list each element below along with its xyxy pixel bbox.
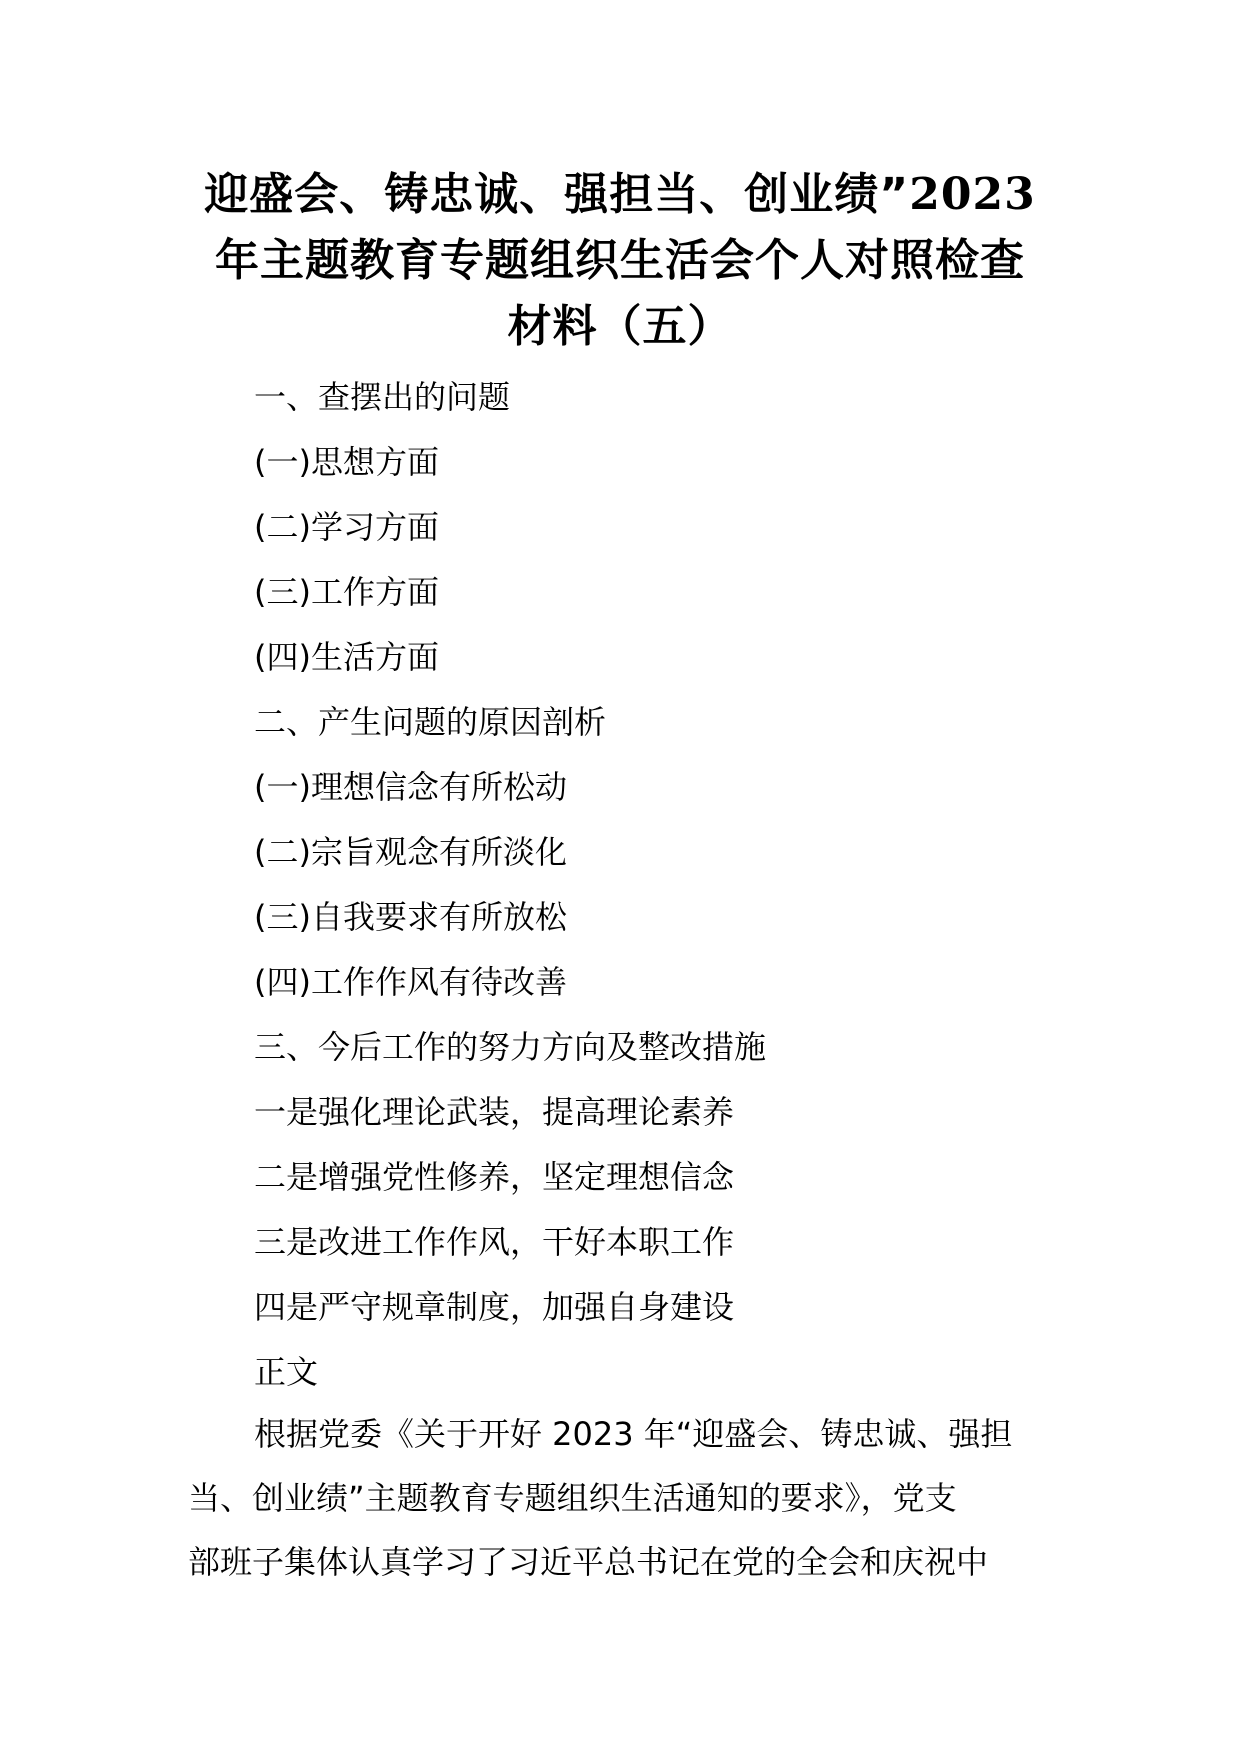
body-paragraph	[188, 1402, 1058, 1594]
title-line-1-text: 迎盛会、铸忠诚、强担当、创业绩”	[204, 169, 910, 220]
outline-item: (二)宗旨观念有所淡化	[254, 833, 567, 871]
title-line-1	[180, 162, 1060, 228]
outline-item: 四是严守规章制度，加强自身建设	[254, 1288, 735, 1326]
title-line-3-text: 材料（五）	[507, 301, 733, 352]
outline-heading-3: 三、今后工作的努力方向及整改措施	[254, 1028, 767, 1066]
body-line-3: 部班子集体认真学习了习近平总书记在党的全会和庆祝中	[188, 1543, 989, 1581]
outline-item: (一)思想方面	[254, 443, 439, 481]
outline-list	[254, 365, 1154, 1405]
outline-item: (二)学习方面	[254, 508, 439, 546]
body-line-2: 当、创业绩”主题教育专题组织生活通知的要求》，党支	[188, 1479, 957, 1517]
outline-item: 二是增强党性修养，坚定理想信念	[254, 1158, 735, 1196]
outline-item: 三是改进工作作风，干好本职工作	[254, 1223, 735, 1261]
outline-item: (四)生活方面	[254, 638, 439, 676]
outline-heading-2: 二、产生问题的原因剖析	[254, 703, 607, 741]
title-line-2-text: 年主题教育专题组织生活会个人对照检查	[215, 235, 1025, 286]
outline-item: (一)理想信念有所松动	[254, 768, 567, 806]
outline-item: (四)工作作风有待改善	[254, 963, 567, 1001]
title-year: 2023	[909, 169, 1036, 220]
body-line-1: 根据党委《关于开好 2023 年“迎盛会、铸忠诚、强担	[254, 1415, 1013, 1453]
outline-item: (三)工作方面	[254, 573, 439, 611]
document-title	[180, 162, 1060, 360]
outline-item: 一是强化理论武装，提高理论素养	[254, 1093, 735, 1131]
outline-heading-1: 一、查摆出的问题	[254, 378, 511, 416]
title-line-3	[180, 294, 1060, 360]
outline-item: (三)自我要求有所放松	[254, 898, 567, 936]
section-label-main-text: 正文	[254, 1353, 319, 1391]
title-line-2	[180, 228, 1060, 294]
